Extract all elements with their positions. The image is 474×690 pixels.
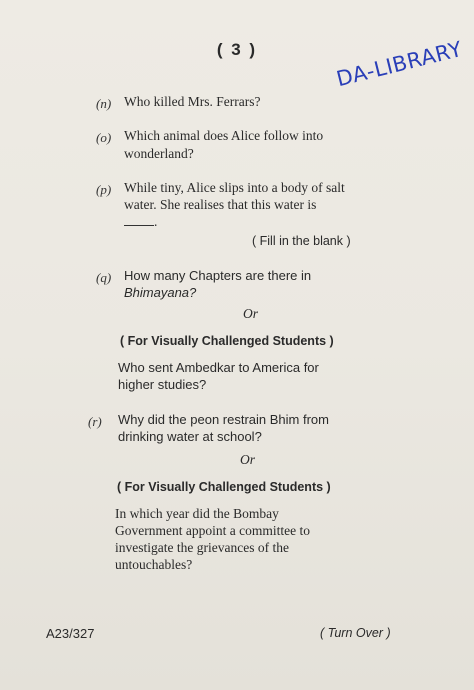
vc-text-r-line3: investigate the grievances of the [115, 540, 289, 555]
question-label-q: (q) [96, 270, 112, 285]
question-label-p: (p) [96, 182, 112, 197]
blank-suffix: . [154, 214, 158, 229]
question-text-o-line1: Which animal does Alice follow into [124, 128, 324, 143]
or-separator-q: Or [243, 306, 259, 321]
vc-text-r-line4: untouchables? [115, 557, 193, 572]
question-text-p-line1: While tiny, Alice slips into a body of salt [124, 180, 345, 195]
question-text-p-line3 [124, 213, 380, 231]
question-text-r-line1: Why did the peon restrain Bhim from [118, 412, 329, 427]
question-text-p-line2: water. She realises that this water is [124, 197, 317, 212]
question-label-o: (o) [96, 130, 112, 145]
library-stamp: DA-LIBRARY [334, 36, 465, 92]
question-text-r-line2: drinking water at school? [118, 429, 262, 444]
vc-text-r-line2: Government appoint a committee to [115, 523, 310, 538]
vc-heading-q: ( For Visually Challenged Students ) [120, 334, 334, 348]
question-label-r: (r) [88, 414, 102, 429]
question-text-q-line2: Bhimayana? [124, 285, 197, 300]
question-label-n: (n) [96, 96, 112, 111]
turn-over-note: ( Turn Over ) [320, 626, 391, 640]
vc-text-q-line2: higher studies? [118, 377, 207, 392]
vc-heading-r: ( For Visually Challenged Students ) [117, 480, 331, 494]
page-number: ( 3 ) [216, 40, 258, 59]
vc-text-r-line1: In which year did the Bombay [115, 506, 279, 521]
question-text-n: Who killed Mrs. Ferrars? [124, 94, 261, 109]
question-text-q-line1: How many Chapters are there in [124, 268, 312, 283]
blank-line [124, 215, 154, 226]
vc-text-q-line1: Who sent Ambedkar to America for [118, 360, 319, 375]
question-text-o-line2: wonderland? [124, 146, 194, 161]
fill-in-blank-note: ( Fill in the blank ) [252, 234, 351, 248]
or-separator-r: Or [240, 452, 256, 467]
paper-code: A23/327 [46, 626, 95, 641]
